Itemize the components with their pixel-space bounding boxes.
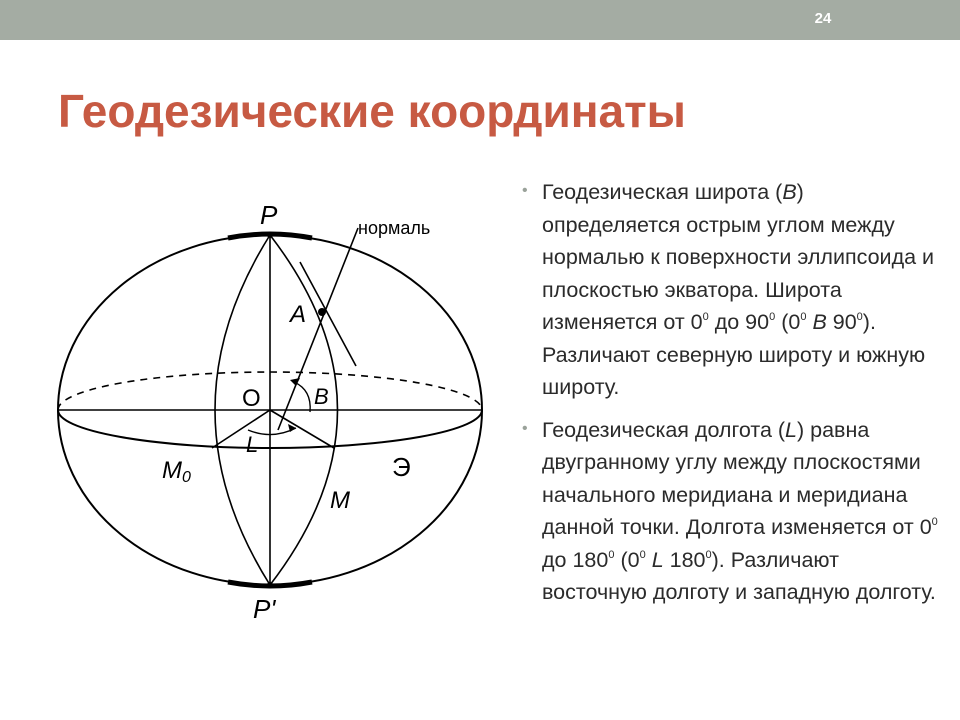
bullet-text: 0 — [608, 548, 615, 561]
bullet-text: B — [812, 310, 827, 334]
bullet-text: L — [651, 547, 664, 572]
angle-arc-b — [294, 382, 310, 412]
bullet-text: 90 — [826, 310, 857, 334]
bullet-marker: • — [522, 182, 528, 199]
bullet-list — [520, 176, 940, 619]
bullet-text: 0 — [800, 311, 807, 323]
label-normal: нормаль — [358, 218, 431, 238]
point-p — [267, 232, 273, 238]
label-a: A — [290, 301, 307, 328]
label-m0 — [162, 457, 191, 486]
bullet-text: 0 — [639, 548, 646, 561]
bullet-text: до 90 — [708, 310, 770, 334]
bullet-text: ) равна двугранному углу между плоскостями начального меридиана и меридиана данной точки. Долгота изменяется от 0 — [542, 417, 932, 539]
bullet-text: ). Различают северную широту и южную широту. — [542, 310, 926, 399]
point-p-prime — [267, 582, 273, 588]
bullet-item — [520, 176, 940, 404]
bullet-text: ) определяется острым углом между нормалью к поверхности эллипсоида и плоскостью экватора. Широта изменяется от 0 — [542, 180, 935, 334]
slide-title: Геодезические координаты — [58, 85, 686, 137]
bullet-text: Геодезическая долгота ( — [542, 417, 786, 442]
label-p: P — [260, 200, 278, 230]
bullet-text: B — [782, 180, 797, 204]
bullet-marker: • — [522, 419, 528, 437]
bullet-text: L — [785, 417, 797, 442]
label-m: M — [330, 487, 350, 514]
ellipsoid-diagram — [50, 190, 510, 630]
bullet-text: 0 — [931, 516, 938, 528]
bullet-text: 0 — [769, 311, 776, 323]
bullet-item — [520, 414, 940, 609]
slide-number: 24 — [814, 10, 832, 27]
label-m0-main: M — [162, 457, 182, 484]
label-b: B — [314, 384, 329, 409]
bullet-text: (0 — [614, 547, 640, 572]
bullet-text: 180 — [663, 547, 706, 572]
label-e: Э — [392, 452, 411, 482]
bullet-text: Геодезическая широта ( — [542, 180, 783, 204]
radius-m — [270, 410, 334, 448]
bullet-text: 0 — [856, 311, 863, 323]
label-l: L — [246, 432, 259, 457]
label-p-prime: P' — [253, 594, 276, 624]
label-o: O — [242, 385, 261, 412]
label-m0-sub: 0 — [182, 469, 191, 486]
radius-m0 — [212, 410, 270, 448]
bullet-text: до 180 — [542, 547, 609, 572]
top-bar — [0, 0, 960, 40]
bullet-text: ). Различают восточную долготу и западную долготу. — [542, 547, 936, 604]
bullet-text: (0 — [775, 310, 801, 334]
point-a — [318, 308, 326, 316]
tangent-line — [300, 262, 356, 366]
bullet-text: 0 — [702, 311, 709, 323]
bullet-text: 0 — [705, 548, 712, 561]
